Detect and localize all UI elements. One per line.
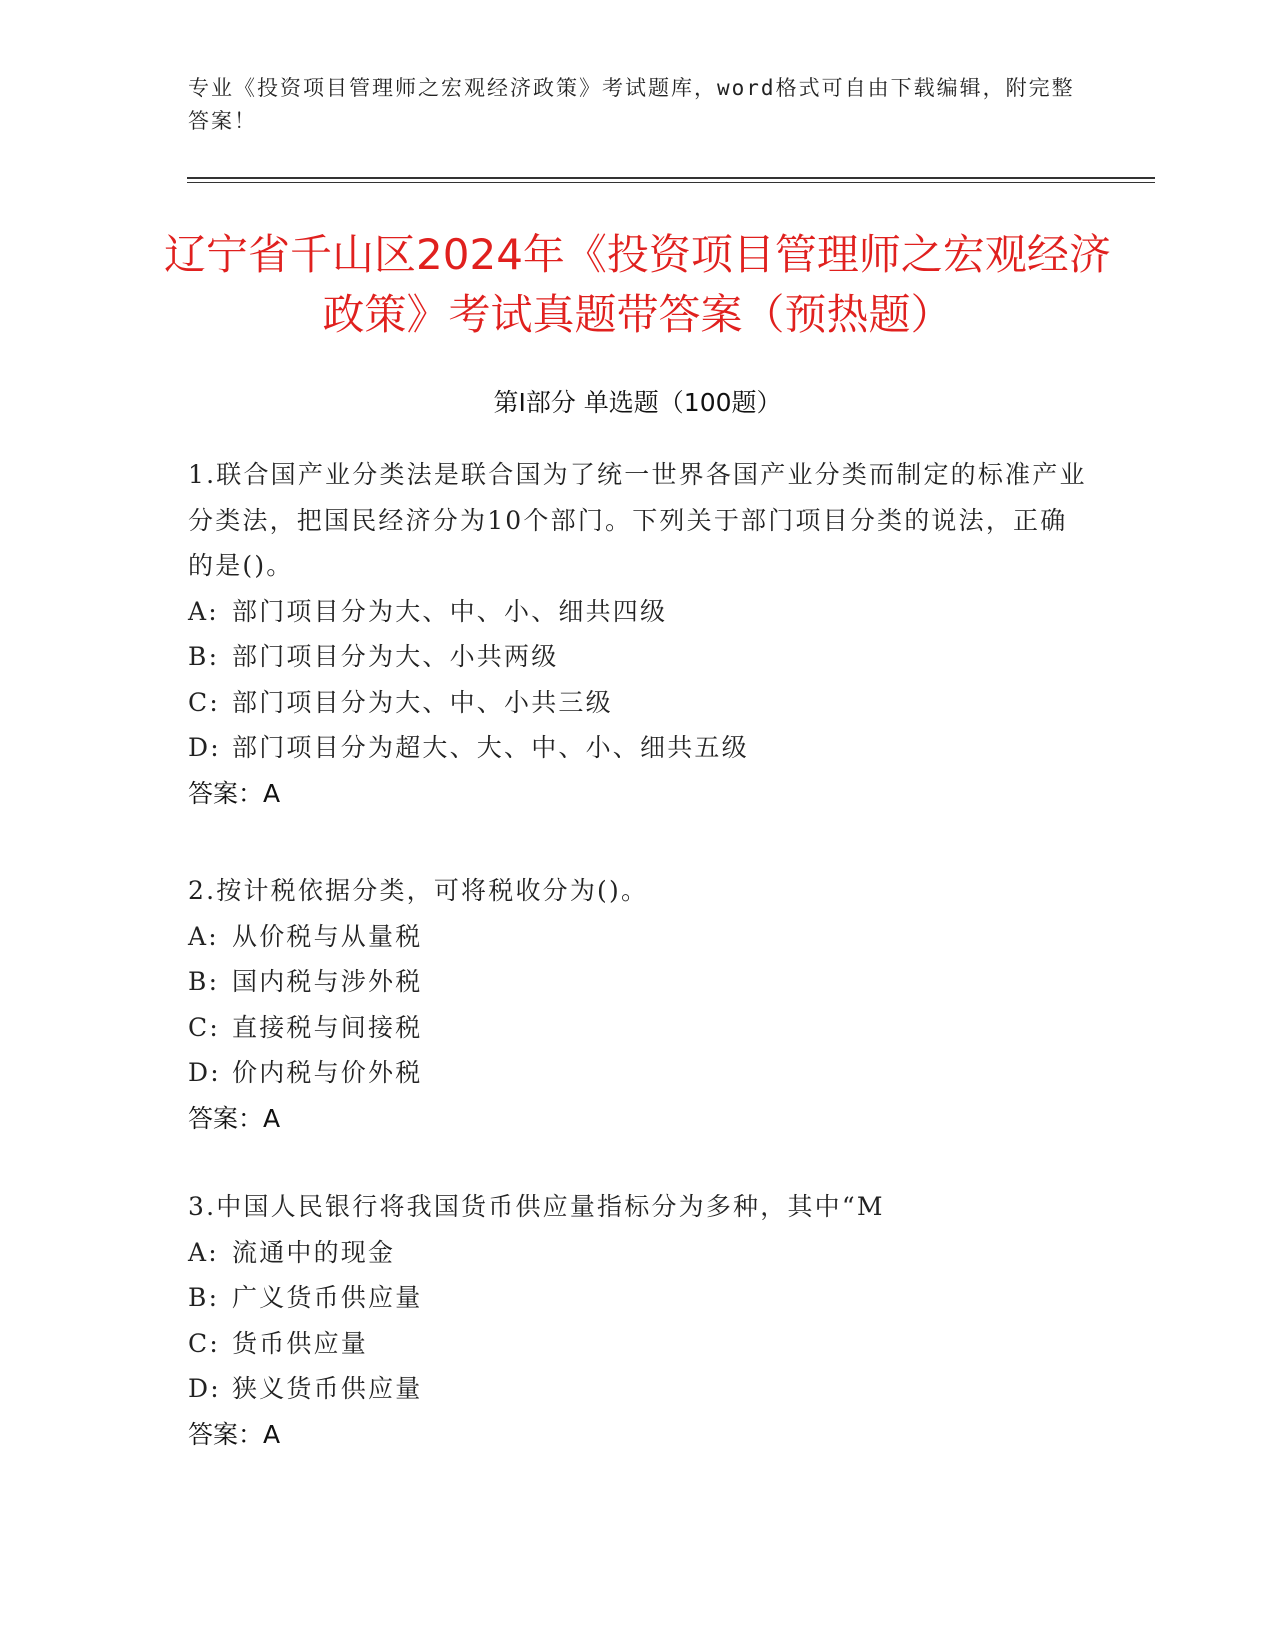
- option-text: 广义货币供应量: [232, 1283, 423, 1312]
- section-title: 第Ⅰ部分 单选题（100题）: [493, 388, 782, 417]
- header-note: 专业《投资项目管理师之宏观经济政策》考试题库，word格式可自由下载编辑，附完整答案！: [188, 76, 1075, 133]
- option-text: 部门项目分为超大、大、中、小、细共五级: [232, 733, 749, 762]
- option-b: [188, 634, 1088, 680]
- option-key: C:: [188, 1012, 220, 1042]
- question-1: [188, 452, 1088, 816]
- answer: 答案：A: [188, 1419, 281, 1449]
- option-key: D:: [188, 1374, 221, 1403]
- option-key: B:: [188, 967, 220, 996]
- option-text: 从价税与从量税: [232, 921, 423, 951]
- option-key: D:: [188, 1058, 221, 1087]
- option-key: C:: [188, 1328, 220, 1358]
- option-d: [188, 725, 1088, 771]
- option-a: [188, 914, 1088, 960]
- option-text: 部门项目分为大、小共两级: [232, 642, 559, 671]
- option-text: 流通中的现金: [232, 1237, 396, 1267]
- option-d: [188, 1366, 1088, 1412]
- question-stem: 1.联合国产业分类法是联合国为了统一世界各国产业分类而制定的标准产业分类法，把国民经济分为10个部门。下列关于部门项目分类的说法，正确的是()。: [188, 460, 1087, 580]
- option-key: C:: [188, 687, 220, 717]
- question-stem: 3.中国人民银行将我国货币供应量指标分为多种，其中“M: [188, 1192, 885, 1221]
- option-a: [188, 1230, 1088, 1276]
- answer: 答案：A: [188, 1103, 281, 1133]
- answer: 答案：A: [188, 778, 281, 808]
- option-text: 部门项目分为大、中、小、细共四级: [232, 596, 668, 626]
- option-key: B:: [188, 1283, 220, 1312]
- option-text: 部门项目分为大、中、小共三级: [232, 687, 613, 717]
- document-title: 辽宁省千山区2024年《投资项目管理师之宏观经济政策》考试真题带答案（预热题）: [164, 230, 1111, 339]
- question-3: [188, 1184, 1088, 1457]
- option-text: 狭义货币供应量: [232, 1374, 423, 1403]
- option-b: [188, 1275, 1088, 1321]
- option-b: [188, 959, 1088, 1005]
- option-key: A:: [188, 921, 219, 951]
- question-2: [188, 868, 1088, 1141]
- option-key: D:: [188, 733, 221, 762]
- option-key: A:: [188, 596, 219, 626]
- option-text: 货币供应量: [232, 1328, 369, 1358]
- header-divider-thin: [187, 182, 1155, 183]
- option-key: A:: [188, 1237, 219, 1267]
- question-stem: 2.按计税依据分类，可将税收分为()。: [188, 876, 649, 905]
- option-d: [188, 1050, 1088, 1096]
- option-c: [188, 680, 1088, 726]
- option-a: [188, 589, 1088, 635]
- option-text: 国内税与涉外税: [232, 967, 423, 996]
- option-text: 直接税与间接税: [232, 1012, 423, 1042]
- option-c: [188, 1005, 1088, 1051]
- option-text: 价内税与价外税: [232, 1058, 423, 1087]
- option-key: B:: [188, 642, 220, 671]
- header-divider-thick: [187, 177, 1155, 179]
- option-c: [188, 1321, 1088, 1367]
